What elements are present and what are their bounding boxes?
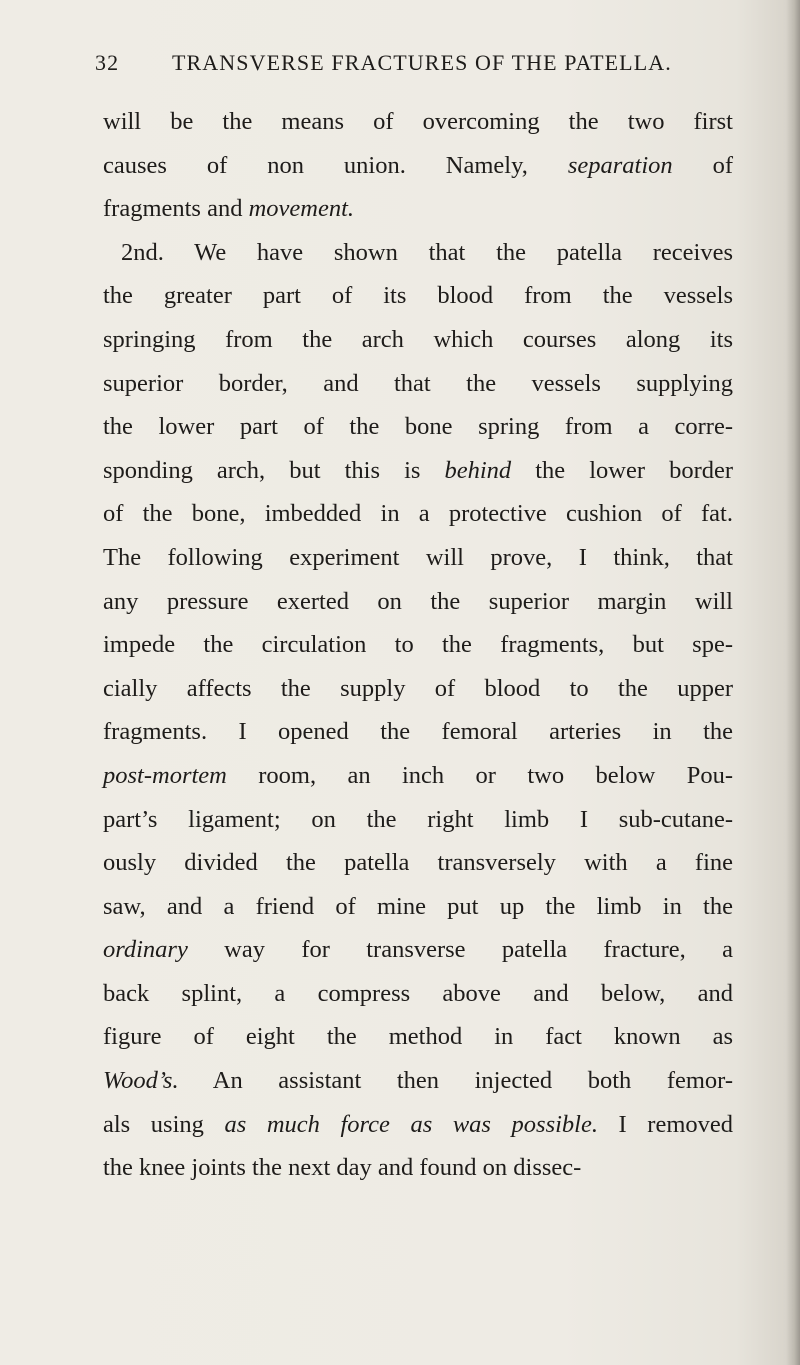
text-run: An assistant then injected both femor- bbox=[178, 1067, 733, 1095]
italic-text: as much force as was possible. bbox=[224, 1110, 598, 1138]
text-line bbox=[103, 885, 733, 929]
text-line bbox=[103, 928, 733, 972]
text-run: will be the means of overcoming the two first bbox=[103, 108, 733, 135]
text-run: springing from the arch which courses along its bbox=[103, 325, 733, 353]
text-run: fragments and bbox=[103, 195, 249, 223]
text-line bbox=[103, 1103, 733, 1147]
text-run: way for transverse patella fracture, a bbox=[187, 936, 733, 964]
text-run: room, an inch or two below Pou- bbox=[226, 761, 733, 789]
text-run: sponding arch, but this is bbox=[103, 456, 445, 484]
text-run: cially affects the supply of blood to the upper bbox=[103, 674, 733, 702]
page-number: 32 bbox=[95, 50, 120, 75]
text-run: impede the circulation to the fragments, but spe- bbox=[103, 631, 733, 659]
text-line bbox=[103, 362, 733, 406]
italic-text: separation bbox=[567, 151, 673, 179]
text-run: part’s ligament; on the right limb I sub-cutane- bbox=[103, 805, 733, 833]
italic-text: behind bbox=[444, 456, 512, 484]
text-run: The following experiment will prove, I think, that bbox=[103, 543, 733, 571]
text-run: 2nd. We have shown that the patella receives bbox=[121, 238, 733, 266]
page-edge-shadow bbox=[786, 0, 800, 1365]
text-line bbox=[103, 536, 733, 580]
text-line bbox=[103, 972, 733, 1016]
text-run: any pressure exerted on the superior margin will bbox=[103, 587, 733, 615]
text-run: als using bbox=[103, 1110, 225, 1138]
text-line bbox=[103, 798, 733, 842]
body-text bbox=[103, 100, 733, 1190]
text-run: I removed bbox=[597, 1110, 734, 1138]
text-run: the lower part of the bone spring from a corre- bbox=[103, 413, 733, 441]
text-line bbox=[103, 231, 733, 275]
page-header bbox=[95, 50, 715, 82]
text-line bbox=[103, 623, 733, 667]
text-line bbox=[103, 100, 733, 144]
text-line bbox=[103, 187, 733, 231]
text-line bbox=[103, 449, 733, 493]
text-run: the greater part of its blood from the vessels bbox=[103, 282, 733, 310]
text-run: of bbox=[672, 151, 733, 179]
text-line bbox=[103, 580, 733, 624]
italic-text: ordinary bbox=[103, 936, 188, 964]
text-line bbox=[103, 1059, 733, 1103]
text-line bbox=[103, 274, 733, 318]
text-run: fragments. I opened the femoral arteries in the bbox=[103, 718, 733, 746]
text-run: the lower border bbox=[511, 456, 734, 484]
text-line bbox=[103, 405, 733, 449]
text-line bbox=[103, 1146, 733, 1190]
text-run: figure of eight the method in fact known as bbox=[103, 1023, 733, 1051]
text-line bbox=[103, 841, 733, 885]
text-run: ously divided the patella transversely with a fine bbox=[103, 849, 733, 877]
text-run: back splint, a compress above and below, and bbox=[103, 979, 733, 1007]
running-title: TRANSVERSE FRACTURES OF THE PATELLA. bbox=[172, 50, 672, 75]
text-line bbox=[103, 144, 733, 188]
italic-text: Wood’s. bbox=[103, 1067, 179, 1095]
text-line bbox=[103, 492, 733, 536]
text-line bbox=[103, 318, 733, 362]
italic-text: movement. bbox=[248, 195, 355, 223]
text-run: causes of non union. Namely, bbox=[103, 151, 568, 179]
text-run: the knee joints the next day and found on dissec- bbox=[103, 1154, 582, 1182]
text-line bbox=[103, 710, 733, 754]
text-run: of the bone, imbedded in a protective cushion of fat. bbox=[103, 500, 733, 528]
text-run: superior border, and that the vessels supplying bbox=[103, 369, 733, 397]
text-line bbox=[103, 1015, 733, 1059]
italic-text: post-mortem bbox=[103, 761, 227, 789]
text-run: saw, and a friend of mine put up the limb in the bbox=[103, 892, 733, 920]
text-line bbox=[103, 754, 733, 798]
text-line bbox=[103, 667, 733, 711]
